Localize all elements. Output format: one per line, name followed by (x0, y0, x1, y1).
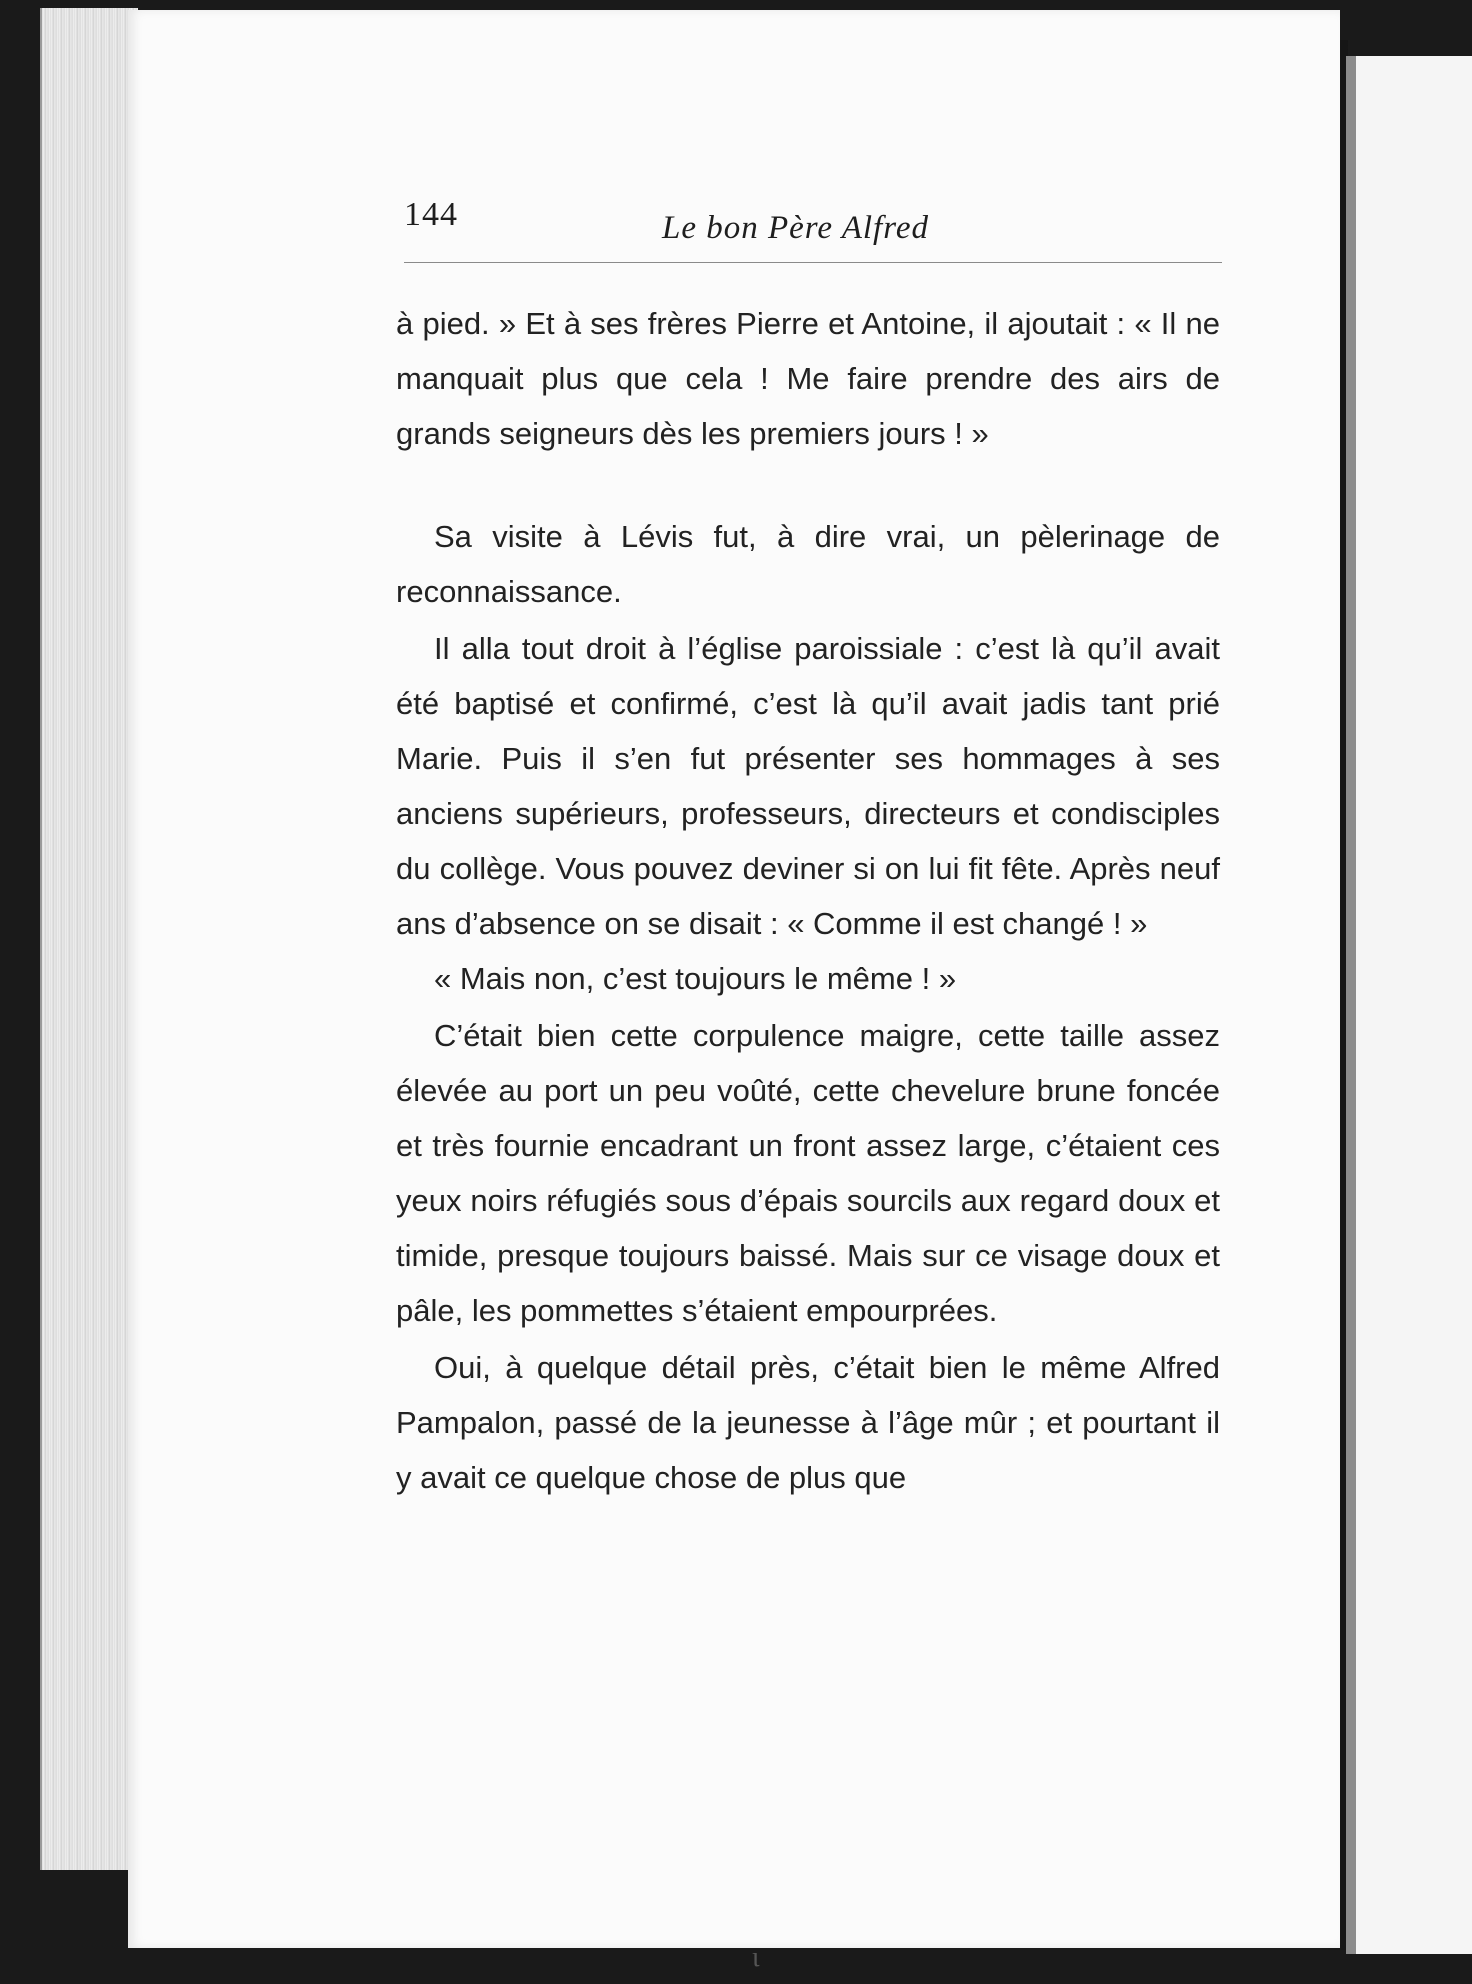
header-rule (404, 262, 1222, 263)
running-head (404, 196, 1222, 256)
facing-page (1346, 56, 1472, 1954)
paragraph: « Mais non, c’est toujours le même ! » (434, 961, 957, 996)
page-number: 144 (404, 196, 458, 233)
paragraph: Oui, à quelque détail près, c’était bien le même Alfred Pampalon, passé de la jeunesse à l’âge mûr ; et pourtant il y avait ce quelque chose de plus que (396, 1350, 1220, 1495)
paragraph: Sa visite à Lévis fut, à dire vrai, un pèlerinage de reconnaissance. (396, 519, 1220, 609)
page-edges-stack (40, 8, 138, 1870)
paragraph: Il alla tout droit à l’église paroissiale : c’est là qu’il avait été baptisé et confirmé, c’est là qu’il avait jadis tant prié Marie. Puis il s’en fut présenter ses hommages à ses anciens supérieurs, professeurs, directeurs et condisciples du collège. Vous pouvez deviner si on lui fit fête. Après neuf ans d’absence on se disait : « Comme il est changé ! » (396, 631, 1220, 941)
body-text (396, 296, 1220, 1505)
paragraph-continuation: à pied. » Et à ses frères Pierre et Antoine, il ajoutait : « Il ne manquait plus que cela ! Me faire prendre des airs de grands seigneurs dès les premiers jours ! » (396, 306, 1220, 451)
paragraph: C’était bien cette corpulence maigre, cette taille assez élevée au port un peu voûté, cette chevelure brune foncée et très fournie encadrant un front assez large, c’étaient ces yeux noirs réfugiés sous d’épais sourcils aux regard doux et timide, presque toujours baissé. Mais sur ce visage doux et pâle, les pommettes s’étaient empourprées. (396, 1018, 1220, 1328)
scan-mark: ι (752, 1942, 760, 1973)
running-title: Le bon Père Alfred (662, 210, 929, 246)
